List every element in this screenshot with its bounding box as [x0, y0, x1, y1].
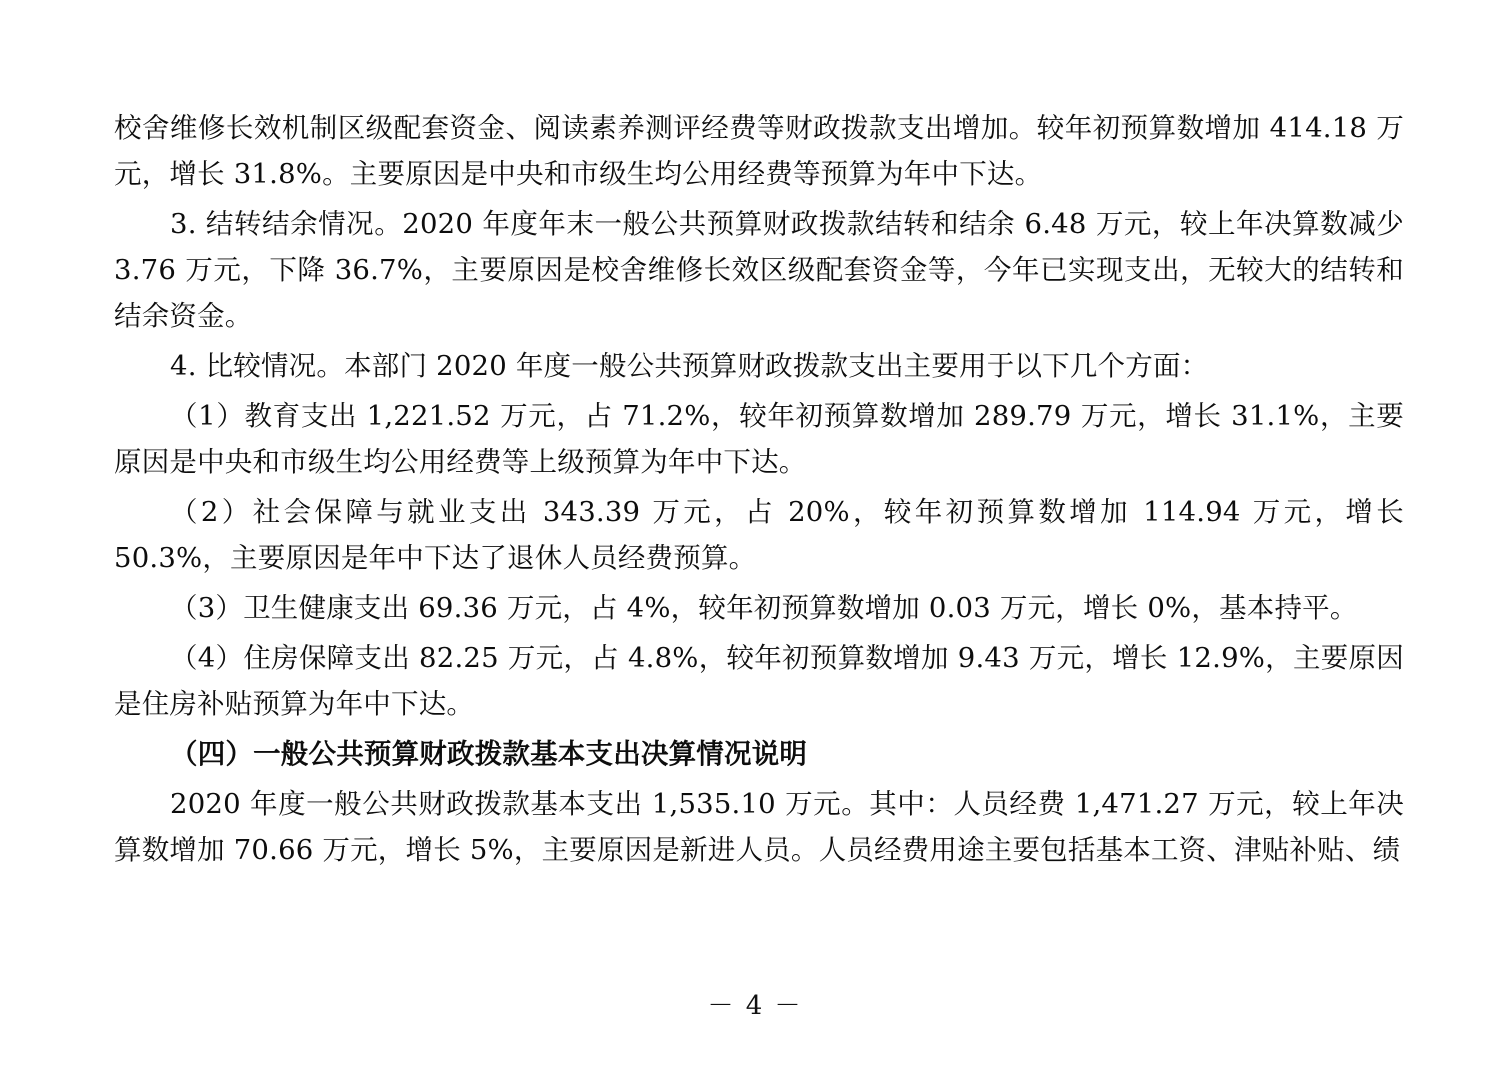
- paragraph-item-3: 3. 结转结余情况。2020 年度年末一般公共预算财政拨款结转和结余 6.48 万元，较上年决算数减少 3.76 万元，下降 36.7%，主要原因是校舍维修长效区级配套资金等，今年已实现支出，无较大的结转和结余资金。: [114, 208, 1404, 332]
- document-body: [114, 105, 1404, 877]
- paragraph-item-4-1: （1）教育支出 1,221.52 万元，占 71.2%，较年初预算数增加 289.79 万元，增长 31.1%，主要原因是中央和市级生均公用经费等上级预算为年中下达。: [114, 400, 1404, 478]
- section-heading: （四）一般公共预算财政拨款基本支出决算情况说明: [170, 738, 808, 770]
- paragraph-continued: 校舍维修长效机制区级配套资金、阅读素养测评经费等财政拨款支出增加。较年初预算数增加 414.18 万元，增长 31.8%。主要原因是中央和市级生均公用经费等预算为年中下达。: [114, 112, 1404, 190]
- paragraph-item-4-4: （4）住房保障支出 82.25 万元，占 4.8%，较年初预算数增加 9.43 万元，增长 12.9%，主要原因是住房补贴预算为年中下达。: [114, 642, 1404, 720]
- paragraph-item-4-2: （2）社会保障与就业支出 343.39 万元，占 20%，较年初预算数增加 114.94 万元，增长 50.3%，主要原因是年中下达了退休人员经费预算。: [114, 496, 1404, 574]
- paragraph-item-4-3: （3）卫生健康支出 69.36 万元，占 4%，较年初预算数增加 0.03 万元，增长 0%，基本持平。: [170, 592, 1358, 624]
- paragraph-item-4: 4. 比较情况。本部门 2020 年度一般公共预算财政拨款支出主要用于以下几个方面：: [170, 350, 1209, 382]
- paragraph-basic-expenditure: 2020 年度一般公共财政拨款基本支出 1,535.10 万元。其中：人员经费 1,471.27 万元，较上年决算数增加 70.66 万元，增长 5%，主要原因是新进人员。人员经费用途主要包括基本工资、津贴补贴、绩: [114, 788, 1404, 866]
- page-number: － 4 －: [707, 991, 803, 1021]
